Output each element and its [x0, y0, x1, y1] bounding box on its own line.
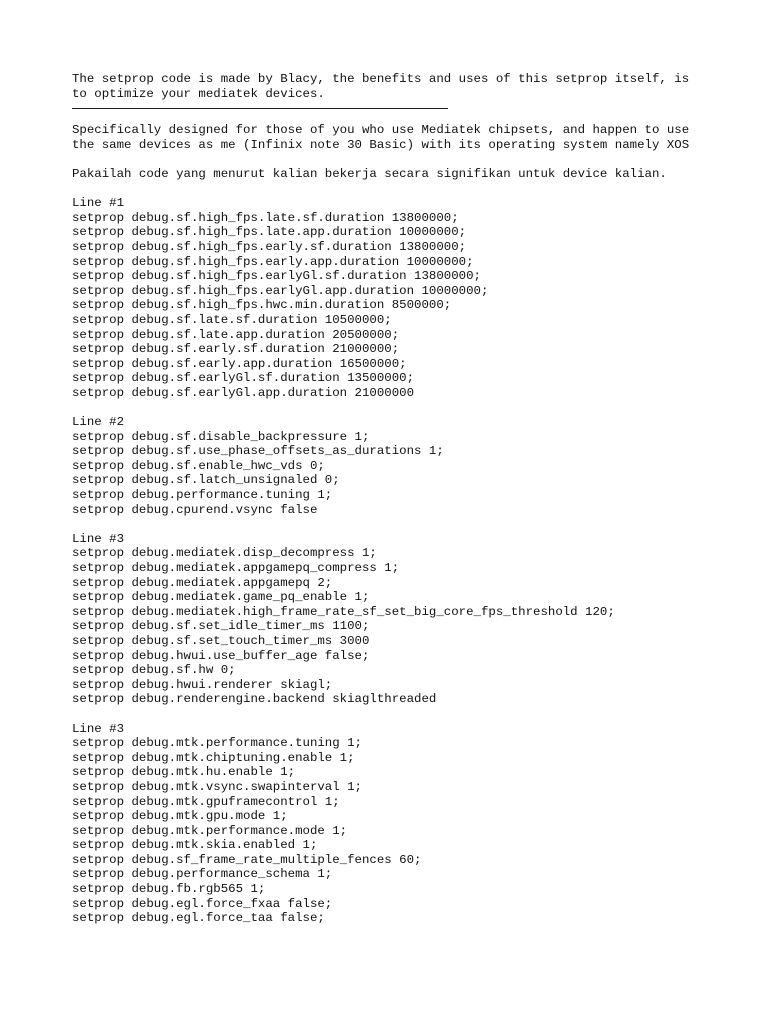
setprop-command-line: setprop debug.sf.earlyGl.app.duration 21000000 — [72, 385, 415, 400]
setprop-command-line: setprop debug.mtk.gpuframecontrol 1; — [72, 794, 340, 809]
setprop-command-line: setprop debug.sf.latch_unsignaled 0; — [72, 473, 340, 488]
intro-line: to optimize your mediatek devices. — [72, 86, 325, 101]
section-title: Line #3 — [72, 531, 125, 546]
setprop-section — [72, 532, 732, 707]
setprop-sections — [72, 196, 732, 926]
spacer — [72, 517, 732, 532]
setprop-command-line: setprop debug.sf.early.app.duration 16500000; — [72, 356, 407, 371]
setprop-command-line: setprop debug.mtk.skia.enabled 1; — [72, 838, 318, 853]
horizontal-rule — [72, 108, 448, 109]
setprop-command-line: setprop debug.mtk.vsync.swapinterval 1; — [72, 779, 362, 794]
setprop-command-line: setprop debug.sf.hw 0; — [72, 663, 236, 678]
document-body — [72, 72, 732, 926]
setprop-command-line: setprop debug.sf.high_fps.early.sf.duration 13800000; — [72, 239, 467, 254]
setprop-command-line: setprop debug.sf.late.app.duration 20500000; — [72, 327, 400, 342]
setprop-section — [72, 196, 732, 400]
setprop-command-line: setprop debug.renderengine.backend skiaglthreaded — [72, 692, 437, 707]
section-title: Line #2 — [72, 415, 125, 430]
setprop-command-line: setprop debug.sf.earlyGl.sf.duration 13500000; — [72, 371, 415, 386]
setprop-command-line: setprop debug.performance_schema 1; — [72, 867, 333, 882]
spacer — [72, 182, 732, 197]
setprop-section — [72, 722, 732, 926]
setprop-command-line: setprop debug.egl.force_fxaa false; — [72, 896, 333, 911]
setprop-command-line: setprop debug.mediatek.disp_decompress 1; — [72, 546, 377, 561]
intro-line: The setprop code is made by Blacy, the benefits and uses of this setprop itself, is — [72, 72, 690, 86]
spacer — [72, 707, 732, 722]
setprop-command-line: setprop debug.sf.set_touch_timer_ms 3000 — [72, 633, 370, 648]
setprop-command-line: setprop debug.sf_frame_rate_multiple_fences 60; — [72, 852, 422, 867]
description-line: Specifically designed for those of you who use Mediatek chipsets, and happen to use — [72, 123, 690, 138]
description-line: the same devices as me (Infinix note 30 Basic) with its operating system namely XOS — [72, 137, 690, 152]
spacer — [72, 400, 732, 415]
setprop-command-line: setprop debug.mediatek.appgamepq_compress 1; — [72, 561, 400, 575]
setprop-command-line: setprop debug.mediatek.high_frame_rate_sf_set_big_core_fps_threshold 120; — [72, 604, 615, 619]
setprop-command-line: setprop debug.mtk.hu.enable 1; — [72, 765, 296, 780]
setprop-command-line: setprop debug.mediatek.appgamepq 2; — [72, 575, 333, 590]
setprop-command-line: setprop debug.hwui.renderer skiagl; — [72, 677, 333, 692]
setprop-command-line: setprop debug.sf.early.sf.duration 21000000; — [72, 342, 400, 357]
intro-paragraph — [72, 72, 732, 101]
section-title: Line #1 — [72, 196, 125, 211]
description-paragraph — [72, 123, 732, 152]
setprop-command-line: setprop debug.sf.late.sf.duration 10500000; — [72, 312, 392, 327]
setprop-command-line: setprop debug.sf.enable_hwc_vds 0; — [72, 458, 325, 473]
setprop-command-line: setprop debug.mtk.performance.tuning 1; — [72, 736, 362, 751]
setprop-command-line: setprop debug.mtk.gpu.mode 1; — [72, 809, 288, 824]
setprop-command-line: setprop debug.sf.use_phase_offsets_as_durations 1; — [72, 444, 444, 459]
setprop-command-line: setprop debug.sf.high_fps.earlyGl.app.duration 10000000; — [72, 283, 489, 298]
setprop-command-line: setprop debug.sf.high_fps.earlyGl.sf.duration 13800000; — [72, 269, 481, 284]
setprop-command-line: setprop debug.sf.disable_backpressure 1; — [72, 429, 370, 444]
setprop-command-line: setprop debug.fb.rgb565 1; — [72, 882, 266, 897]
setprop-command-line: setprop debug.sf.high_fps.late.sf.duration 13800000; — [72, 210, 459, 225]
section-title: Line #3 — [72, 721, 125, 736]
setprop-command-line: setprop debug.sf.set_idle_timer_ms 1100; — [72, 619, 370, 634]
setprop-section — [72, 415, 732, 517]
setprop-command-line: setprop debug.sf.high_fps.hwc.min.duration 8500000; — [72, 298, 452, 313]
setprop-command-line: setprop debug.sf.high_fps.early.app.duration 10000000; — [72, 254, 474, 269]
setprop-command-line: setprop debug.sf.high_fps.late.app.duration 10000000; — [72, 225, 467, 240]
setprop-command-line: setprop debug.cpurend.vsync false — [72, 502, 318, 517]
setprop-command-line: setprop debug.egl.force_taa false; — [72, 911, 325, 926]
setprop-command-line: setprop debug.mtk.chiptuning.enable 1; — [72, 750, 355, 765]
setprop-command-line: setprop debug.mtk.performance.mode 1; — [72, 823, 348, 838]
setprop-command-line: setprop debug.hwui.use_buffer_age false; — [72, 648, 370, 663]
setprop-command-line: setprop debug.mediatek.game_pq_enable 1; — [72, 590, 370, 605]
advice-line: Pakailah code yang menurut kalian bekerja secara signifikan untuk device kalian. — [72, 166, 667, 181]
spacer — [72, 152, 732, 167]
setprop-command-line: setprop debug.performance.tuning 1; — [72, 488, 333, 503]
